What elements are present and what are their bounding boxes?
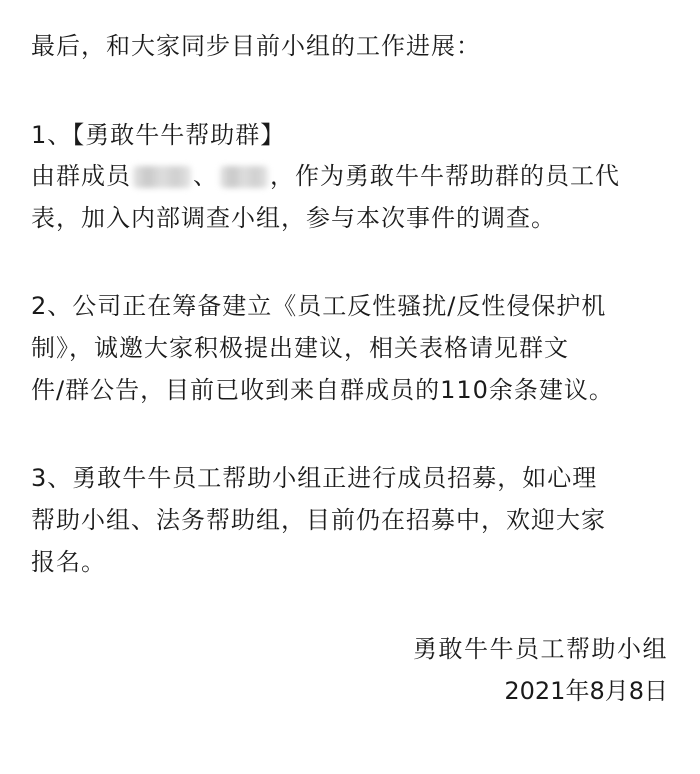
item1-line2: 表，加入内部调查小组，参与本次事件的调查。 <box>31 204 556 232</box>
signature-date: 2021年8月8日 <box>504 677 668 705</box>
redacted-name-2 <box>220 166 268 188</box>
item2-line2: 制》，诚邀大家积极提出建议，相关表格请见群文 <box>31 334 569 362</box>
item2-line3: 件/群公告，目前已收到来自群成员的110余条建议。 <box>31 376 614 404</box>
signature-org: 勇敢牛牛员工帮助小组 <box>413 635 668 663</box>
redacted-name-1 <box>133 166 191 188</box>
item1-line1-prefix: 由群成员 <box>31 162 131 190</box>
item1-line1 <box>31 159 620 193</box>
item1-line1-suffix: ，作为勇敢牛牛帮助群的员工代 <box>270 162 620 190</box>
item1-heading: 1、【勇敢牛牛帮助群】 <box>31 121 286 149</box>
item1-line1-separator: 、 <box>193 162 218 190</box>
item3-line2: 帮助小组、法务帮助组，目前仍在招募中，欢迎大家 <box>31 506 606 534</box>
intro-text: 最后，和大家同步目前小组的工作进展： <box>31 32 481 60</box>
item3-line3: 报名。 <box>31 548 106 576</box>
item2-line1: 2、公司正在筹备建立《员工反性骚扰/反性侵保护机 <box>31 292 607 320</box>
item3-line1: 3、勇敢牛牛员工帮助小组正进行成员招募，如心理 <box>31 464 598 492</box>
